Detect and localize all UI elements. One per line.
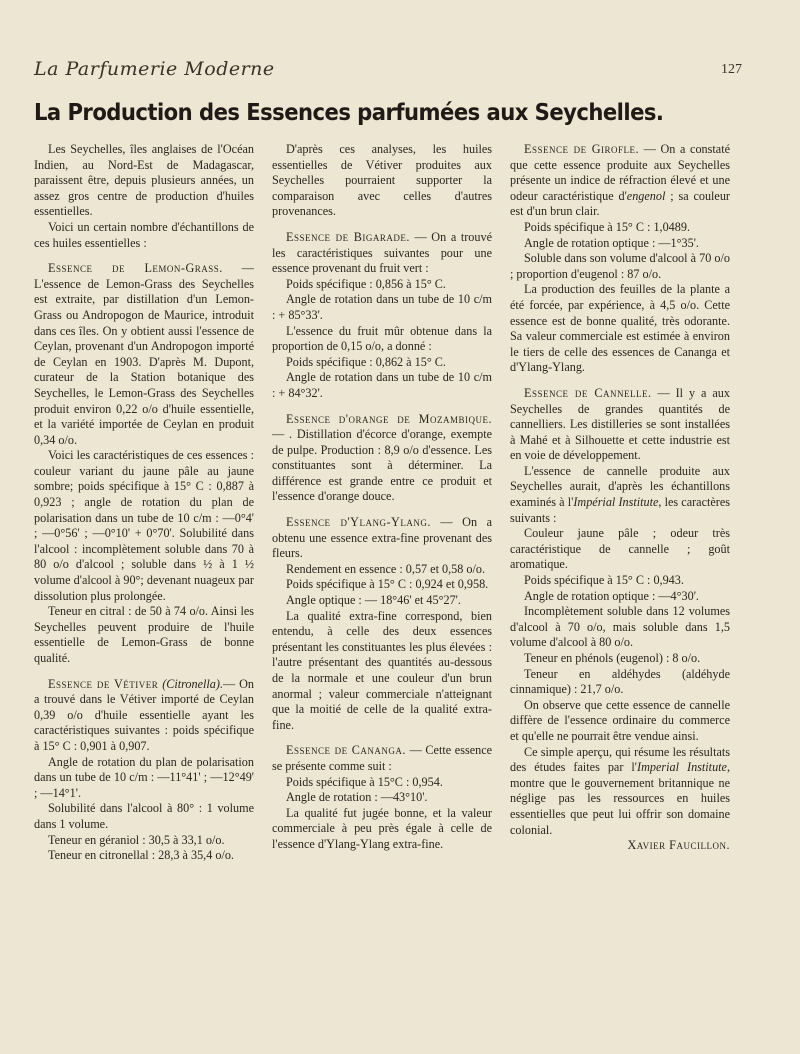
section-heading: Essence de Cannelle. <box>524 385 652 400</box>
section-girofle <box>510 142 730 220</box>
paragraph-text: Ce simple aperçu, qui résume les résultats des études faites par l' <box>510 744 730 775</box>
paragraph: Les Seychelles, îles anglaises de l'Océan Indien, au Nord-Est de Madagascar, paraissent être, depuis plusieurs années, un assez gros centre de production d'huiles essentielles. <box>34 142 254 219</box>
section-cannelle <box>510 386 730 464</box>
author-signature: Xavier Faucillon. <box>627 838 730 853</box>
section-vetiver <box>34 677 254 755</box>
paragraph: Teneur en aldéhydes (aldéhyde cinnamique) : 21,7 o/o. <box>510 666 730 697</box>
paragraph: Poids spécifique à 15°C : 0,954. <box>286 774 443 789</box>
paragraph-text: — On a trouvé dans le Vétiver importé de Ceylan 0,39 o/o d'huile essentielle ayant les caractéristiques suivantes : poids spécifique à 15° C : 0,901 à 0,907. <box>34 676 254 753</box>
paragraph: Poids spécifique à 15° C : 0,924 et 0,958. <box>286 577 489 592</box>
paragraph <box>510 464 730 526</box>
italic-term: engenol <box>626 188 666 203</box>
article-body <box>34 142 740 1032</box>
paragraph: Angle de rotation dans un tube de 10 c/m : + 85°33'. <box>272 292 492 322</box>
paragraph: Teneur en citral : de 50 à 74 o/o. Ainsi les Seychelles peuvent produire de l'huile essentielle de Lemon-Grass de bonne qualité. <box>34 604 254 665</box>
paragraph: Solubilité dans l'alcool à 80° : 1 volume dans 1 volume. <box>34 801 254 831</box>
section-bigarade <box>272 230 492 277</box>
section-heading-italic: (Citronella). <box>162 676 224 691</box>
paragraph: Poids spécifique : 0,862 à 15° C. <box>286 354 446 369</box>
paragraph-text: — On a obtenu une essence extra-fine provenant des fleurs. <box>272 515 492 561</box>
running-title: La Parfumerie Moderne <box>34 58 275 80</box>
paragraph: Angle de rotation : —43°10'. <box>286 790 428 805</box>
section-lemon-grass <box>34 261 254 448</box>
paragraph <box>510 745 730 839</box>
column-1 <box>34 142 254 864</box>
page-number: 127 <box>721 62 742 77</box>
paragraph: Teneur en citronellal : 28,3 à 35,4 o/o. <box>48 848 234 863</box>
section-heading: Essence de Girofle. <box>524 142 640 156</box>
paragraph: Couleur jaune pâle ; odeur très caractéristique de cannelle ; goût aromatique. <box>510 526 730 572</box>
section-heading: Essence d'orange de Mozambique. <box>286 411 492 426</box>
italic-term: Imperial Institute <box>637 760 727 775</box>
paragraph-text: , les caractères suivants : <box>510 495 730 525</box>
paragraph: D'après ces analyses, les huiles essentielles de Vétiver produites aux Seychelles pourraient supporter la comparaison avec celles d'autres provenances. <box>272 142 492 219</box>
section-heading: Essence d'Ylang-Ylang. <box>286 515 431 530</box>
paragraph-text: — On a constaté que cette essence produite aux Seychelles présente un indice de réfraction élevé et une odeur caractéristique d' <box>510 142 730 203</box>
paragraph: Poids spécifique à 15° C : 0,943. <box>524 573 684 588</box>
paragraph: Poids spécifique : 0,856 à 15° C. <box>286 276 446 291</box>
section-heading: Essence de Lemon-Grass. <box>48 261 223 276</box>
column-3 <box>510 142 730 854</box>
paragraph: Poids spécifique à 15° C : 1,0489. <box>524 219 691 234</box>
paragraph-text: — On a trouvé les caractéristiques suivantes pour une essence provenant du fruit vert : <box>272 229 492 276</box>
paragraph: La qualité fut jugée bonne, et la valeur commerciale à peu près égale à celle de l'essence d'Ylang-Ylang extra-fine. <box>272 805 492 851</box>
article-title: La Production des Essences parfumées aux Seychelles. <box>34 100 664 126</box>
paragraph: La production des feuilles de la plante a été forcée, par expérience, à 4,5 o/o. Cette essence est de bonne qualité, très odorante. Sa valeur commerciale est estimée à environ le tiers de celle des essences de Cananga et d'Ylang-Ylang. <box>510 282 730 375</box>
section-orange-mozambique <box>272 412 492 506</box>
paragraph: Angle optique : — 18°46' et 45°27'. <box>286 593 461 608</box>
paragraph: La qualité extra-fine correspond, bien entendu, à celle des deux essences présentant les constituantes les plus élevées : l'autre présentant des quantités au-dessous de la normale et une couleur d'un brun anormal ; valeur commerciale n'atteignant que la moitié de celle de la qualité extra-fine. <box>272 608 492 732</box>
column-2 <box>272 142 492 853</box>
paragraph: Angle de rotation dans un tube de 10 c/m : + 84°32'. <box>272 370 492 400</box>
section-ylang-ylang <box>272 515 492 562</box>
page-header <box>34 58 742 84</box>
section-heading: Essence de Vétiver <box>48 676 159 691</box>
paragraph: Angle de rotation optique : —1°35'. <box>524 235 699 250</box>
paragraph-text: ; sa couleur est d'un brun clair. <box>510 188 730 219</box>
paragraph: On observe que cette essence de cannelle diffère de l'essence ordinaire du commerce et qu'elle ne pourrait être vendue ainsi. <box>510 697 730 743</box>
section-heading: Essence de Bigarade. <box>286 229 410 244</box>
paragraph-text: — L'essence de Lemon-Grass des Seychelles est extraite, par distillation d'un Lemon-Grass ou Andropogon de Maurice, introduit dans ces îles. On y obtient aussi l'essence de Ceylan, provenant d'un Andropogon importé de Ceylan en 1903. D'après M. Dupont, curateur de la Station botanique des Seychelles, le Lemon-Grass des Seychelles produit environ 0,22 o/o d'huile essentielle, et la variété importée de Ceylan en produit 0,34 o/o. <box>34 261 254 447</box>
paragraph: Voici les caractéristiques de ces essences : couleur variant du jaune pâle au jaune sombre; poids spécifique à 15° C : 0,887 à 0,923 ; angle de rotation du plan de polarisation dans un tube de 10 c/m : —0°4' ; —0°56' ; —0°10' + 0°70'. Solubilité dans l'alcool : incomplètement soluble dans 70 à 80 o/o d'alcool ; soluble dans ½ à 1 ½ volume d'alcool à 90°; devenant nuageux par dissolution plus prolongée. <box>34 448 254 603</box>
paragraph: Rendement en essence : 0,57 et 0,58 o/o. <box>286 561 486 576</box>
paragraph: Angle de rotation optique : —4°30'. <box>524 588 699 603</box>
paragraph: Incomplètement soluble dans 12 volumes d'alcool à 70 o/o, mais soluble dans 1,5 volume d'alcool à 80 o/o. <box>510 604 730 650</box>
paragraph-text: — Il y a aux Seychelles de grandes quantités de cannelliers. Les distilleries se sont installées à Mahé et à Silhouette et cette industrie est en voie de développement. <box>510 385 730 463</box>
italic-term: Impérial Institute <box>573 495 659 510</box>
paragraph: Angle de rotation du plan de polarisation dans un tube de 10 c/m : —11°41' ; —12°49' ; —14°1'. <box>34 754 254 800</box>
paragraph-text: L'essence de cannelle produite aux Seychelles aurait, d'après les échantillons examinés à l' <box>510 463 730 510</box>
section-cananga <box>272 743 492 774</box>
paragraph: Voici un certain nombre d'échantillons de ces huiles essentielles : <box>34 219 254 250</box>
paragraph: Teneur en phénols (eugenol) : 8 o/o. <box>524 651 701 665</box>
paragraph-text: — Cette essence se présente comme suit : <box>272 743 493 773</box>
paragraph: Teneur en géraniol : 30,5 à 33,1 o/o. <box>48 832 225 847</box>
paragraph: Soluble dans son volume d'alcool à 70 o/o ; proportion d'eugenol : 87 o/o. <box>510 251 730 281</box>
paragraph-text: — . Distillation d'écorce d'orange, exempte de pulpe. Production : 8,9 o/o d'essence. Les constituantes sont à déterminer. La différence est grande entre ce produit et l'essence d'orange douce. <box>272 427 492 504</box>
section-heading: Essence de Cananga. <box>286 743 406 758</box>
paragraph-text: , montre que le gouvernement britannique ne néglige pas les ressources en huiles essentielles que peut lui offrir son domaine colonial. <box>510 760 730 837</box>
paragraph: L'essence du fruit mûr obtenue dans la proportion de 0,15 o/o, a donné : <box>272 323 492 354</box>
